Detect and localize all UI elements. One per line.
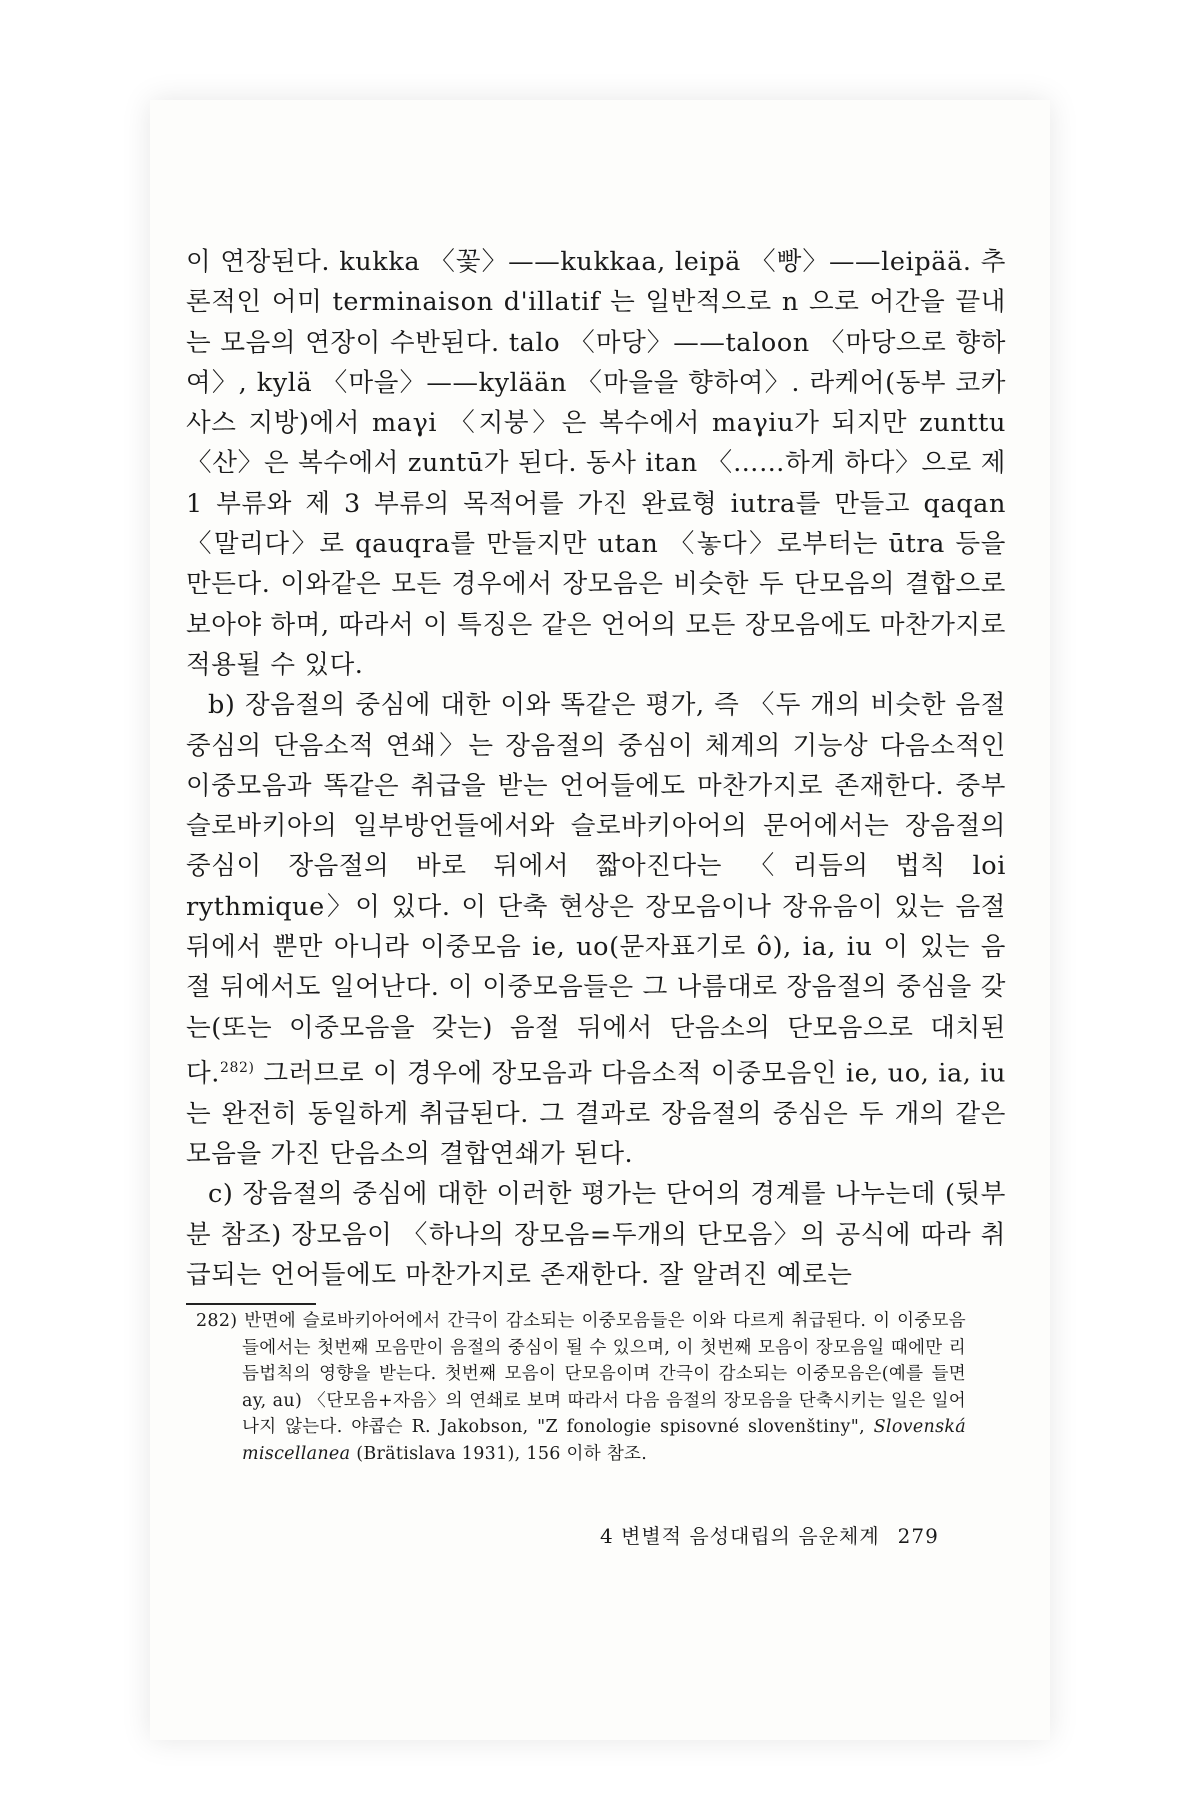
- paragraph-2-text: b) 장음절의 중심에 대한 이와 똑같은 평가, 즉 〈두 개의 비슷한 음절 중심의 단음소적 연쇄〉는 장음절의 중심이 체계의 기능상 다음소적인 이중모음과 똑같은 취급을 받는 언어들에도 마찬가지로 존재한다. 중부 슬로바키아의 일부방언들에서와 슬로바키아어의 문어에서는 장음절의 중심이 장음절의 바로 뒤에서 짧아진다는 〈리듬의 법칙 loi rythmique〉이 있다. 이 단축 현상은 장모음이나 장유음이 있는 음절 뒤에서 뿐만 아니라 이중모음 ie, uo(문자표기로 ô), ia, iu 이 있는 음절 뒤에서도 일어난다. 이 이중모음들은 그 나름대로 장음절의 중심을 갖는(또는 이중모음을 갖는) 음절 뒤에서 단음소의 단모음으로 대치된다.: [186, 690, 1006, 1089]
- footnote-282: [196, 1308, 966, 1467]
- running-head: 4 변별적 음성대립의 음운체계: [600, 1524, 880, 1548]
- main-text: [186, 242, 1006, 1295]
- paragraph-2-tail: 그러므로 이 경우에 장모음과 다음소적 이중모음인 ie, uo, ia, iu 는 완전히 동일하게 취급된다. 그 결과로 장음절의 중심은 두 개의 같은 모음을 가진 단음소의 결합연쇄가 된다.: [186, 1058, 1006, 1170]
- paragraph-2: [186, 685, 1006, 1174]
- footnote-text: 282) 반면에 슬로바키아어에서 간극이 감소되는 이중모음들은 이와 다르게 취급된다. 이 이중모음들에서는 첫번째 모음만이 음절의 중심이 될 수 있으며, 이 첫번째 모음이 장모음일 때에만 리듬법칙의 영향을 받는다. 첫번째 모음이 단모음이며 간극이 감소되는 이중모음은(예를 들면 ay, au) 〈단모음+자음〉의 연쇄로 보며 따라서 다음 음절의 장모음을 단축시키는 일은 일어나지 않는다. 야콥슨 R. Jakobson, "Z fonologie spisovné slovenštiny",: [196, 1311, 966, 1437]
- paragraph-1: 이 연장된다. kukka 〈꽃〉——kukkaa, leipä 〈빵〉——leipää. 추론적인 어미 terminaison d'illatif 는 일반적으로 n 으로 어간을 끝내는 모음의 연장이 수반된다. talo 〈마당〉——taloon 〈마당으로 향하여〉, kylä 〈마을〉——kylään 〈마을을 향하여〉. 라케어(동부 코카사스 지방)에서 maγi 〈지붕〉은 복수에서 maγiu가 되지만 zunttu 〈산〉은 복수에서 zuntū가 된다. 동사 itan 〈……하게 하다〉으로 제 1 부류와 제 3 부류의 목적어를 가진 완료형 iutra를 만들고 qaqan 〈말리다〉로 qauqra를 만들지만 utan 〈놓다〉로부터는 ūtra 등을 만든다. 이와같은 모든 경우에서 장모음은 비슷한 두 단모음의 결합으로 보아야 하며, 따라서 이 특징은 같은 언어의 모든 장모음에도 마찬가지로 적용될 수 있다.: [186, 247, 1006, 680]
- page-number: 279: [897, 1524, 939, 1548]
- footnote-rule: [186, 1303, 316, 1305]
- paragraph-3: c) 장음절의 중심에 대한 이러한 평가는 단어의 경계를 나누는데 (뒷부분 참조) 장모음이 〈하나의 장모음=두개의 단모음〉의 공식에 따라 취급되는 언어들에도 마찬가지로 존재한다. 잘 알려진 예로는: [186, 1179, 1006, 1290]
- footnote-tail: (Brätislava 1931), 156 이하 참조.: [350, 1443, 648, 1464]
- footnote-reference[interactable]: 282): [219, 1059, 255, 1076]
- page-footer: [600, 1520, 1020, 1549]
- footnote: [196, 1308, 966, 1467]
- footnote-title: Slovenská miscellanea: [242, 1417, 966, 1464]
